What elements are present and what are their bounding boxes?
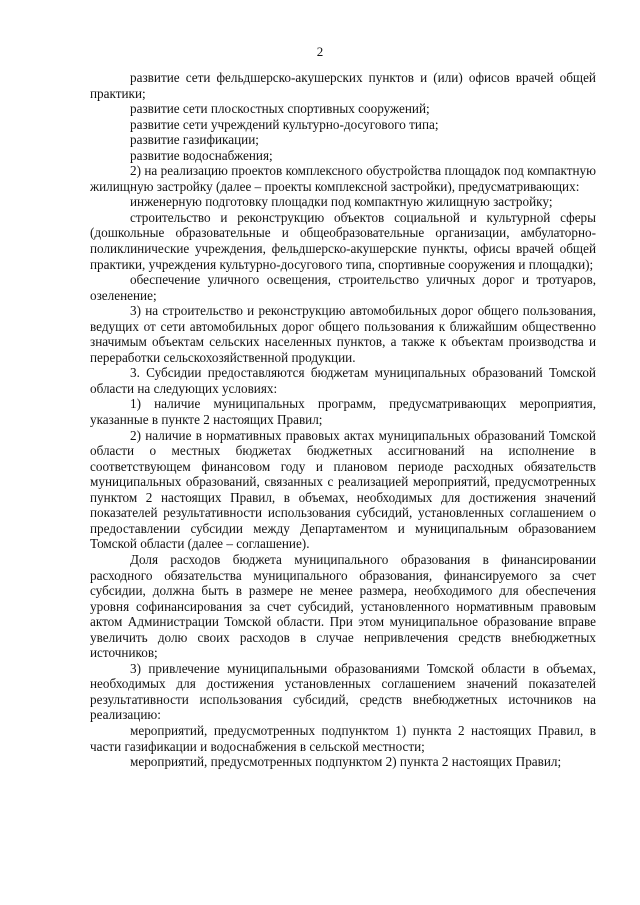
document-body — [90, 70, 596, 770]
paragraph: 3) на строительство и реконструкцию автомобильных дорог общего пользования, ведущих от сети автомобильных дорог общего пользования к ближайшим общественно значимым объектам сельских населенных пунктов, а также к объектам производства и переработки сельскохозяйственной продукции. — [90, 303, 596, 365]
paragraph: обеспечение уличного освещения, строительство уличных дорог и тротуаров, озеленение; — [90, 272, 596, 303]
paragraph: 2) на реализацию проектов комплексного обустройства площадок под компактную жилищную застройку (далее – проекты комплексной застройки), предусматривающих: — [90, 163, 596, 194]
paragraph: развитие сети учреждений культурно-досугового типа; — [130, 116, 439, 132]
paragraph: развитие газификации; — [130, 132, 259, 148]
paragraph: 2) наличие в нормативных правовых актах муниципальных образований Томской области о местных бюджетах бюджетных ассигнований на исполнение в соответствующем финансовом году и плановом периоде расходных обязательств муниципальных образований, связанных с реализацией мероприятий, предусмотренных пунктом 2 настоящих Правил, в объемах, необходимых для достижения значений показателей результативности использования субсидий, установленных соглашением о предоставлении субсидии между Департаментом и муниципальным образованием Томской области (далее – соглашение). — [90, 427, 596, 552]
paragraph: развитие водоснабжения; — [130, 147, 273, 163]
paragraph: развитие сети фельдшерско-акушерских пунктов и (или) офисов врачей общей практики; — [90, 70, 596, 101]
paragraph: мероприятий, предусмотренных подпунктом 1) пункта 2 настоящих Правил, в части газификации и водоснабжения в сельской местности; — [90, 722, 596, 754]
paragraph: мероприятий, предусмотренных подпунктом 2) пункта 2 настоящих Правил; — [130, 754, 562, 770]
paragraph: 3. Субсидии предоставляются бюджетам муниципальных образований Томской области на следующих условиях: — [90, 365, 596, 396]
paragraph: 3) привлечение муниципальными образованиями Томской области в объемах, необходимых для достижения установленных соглашением значений показателей результативности использования субсидий, средств внебюджетных источников на реализацию: — [90, 660, 596, 723]
paragraph: инженерную подготовку площадки под компактную жилищную застройку; — [130, 194, 553, 210]
paragraph: 1) наличие муниципальных программ, предусматривающих мероприятия, указанные в пункте 2 настоящих Правил; — [90, 396, 596, 428]
paragraph: развитие сети плоскостных спортивных сооружений; — [130, 101, 430, 117]
paragraph: Доля расходов бюджета муниципального образования в финансировании расходного обязательства муниципального образования, финансируемого за счет субсидии, должна быть в размере не менее размера, необходимого для обеспечения уровня софинансирования за счет субсидий, установленного нормативным правовым актом Администрации Томской области. При этом муниципальное образование вправе увеличить долю своих расходов в случае непривлечения средств внебюджетных источников; — [90, 551, 596, 661]
page-number: 2 — [316, 44, 324, 59]
paragraph: строительство и реконструкцию объектов социальной и культурной сферы (дошкольные образовательные и общеобразовательные организации, амбулаторно-поликлинические учреждения, фельдшерско-акушерские пункты, офисы врачей общей практики, учреждения культурно-досугового типа, спортивные сооружения и площадки); — [90, 209, 596, 272]
